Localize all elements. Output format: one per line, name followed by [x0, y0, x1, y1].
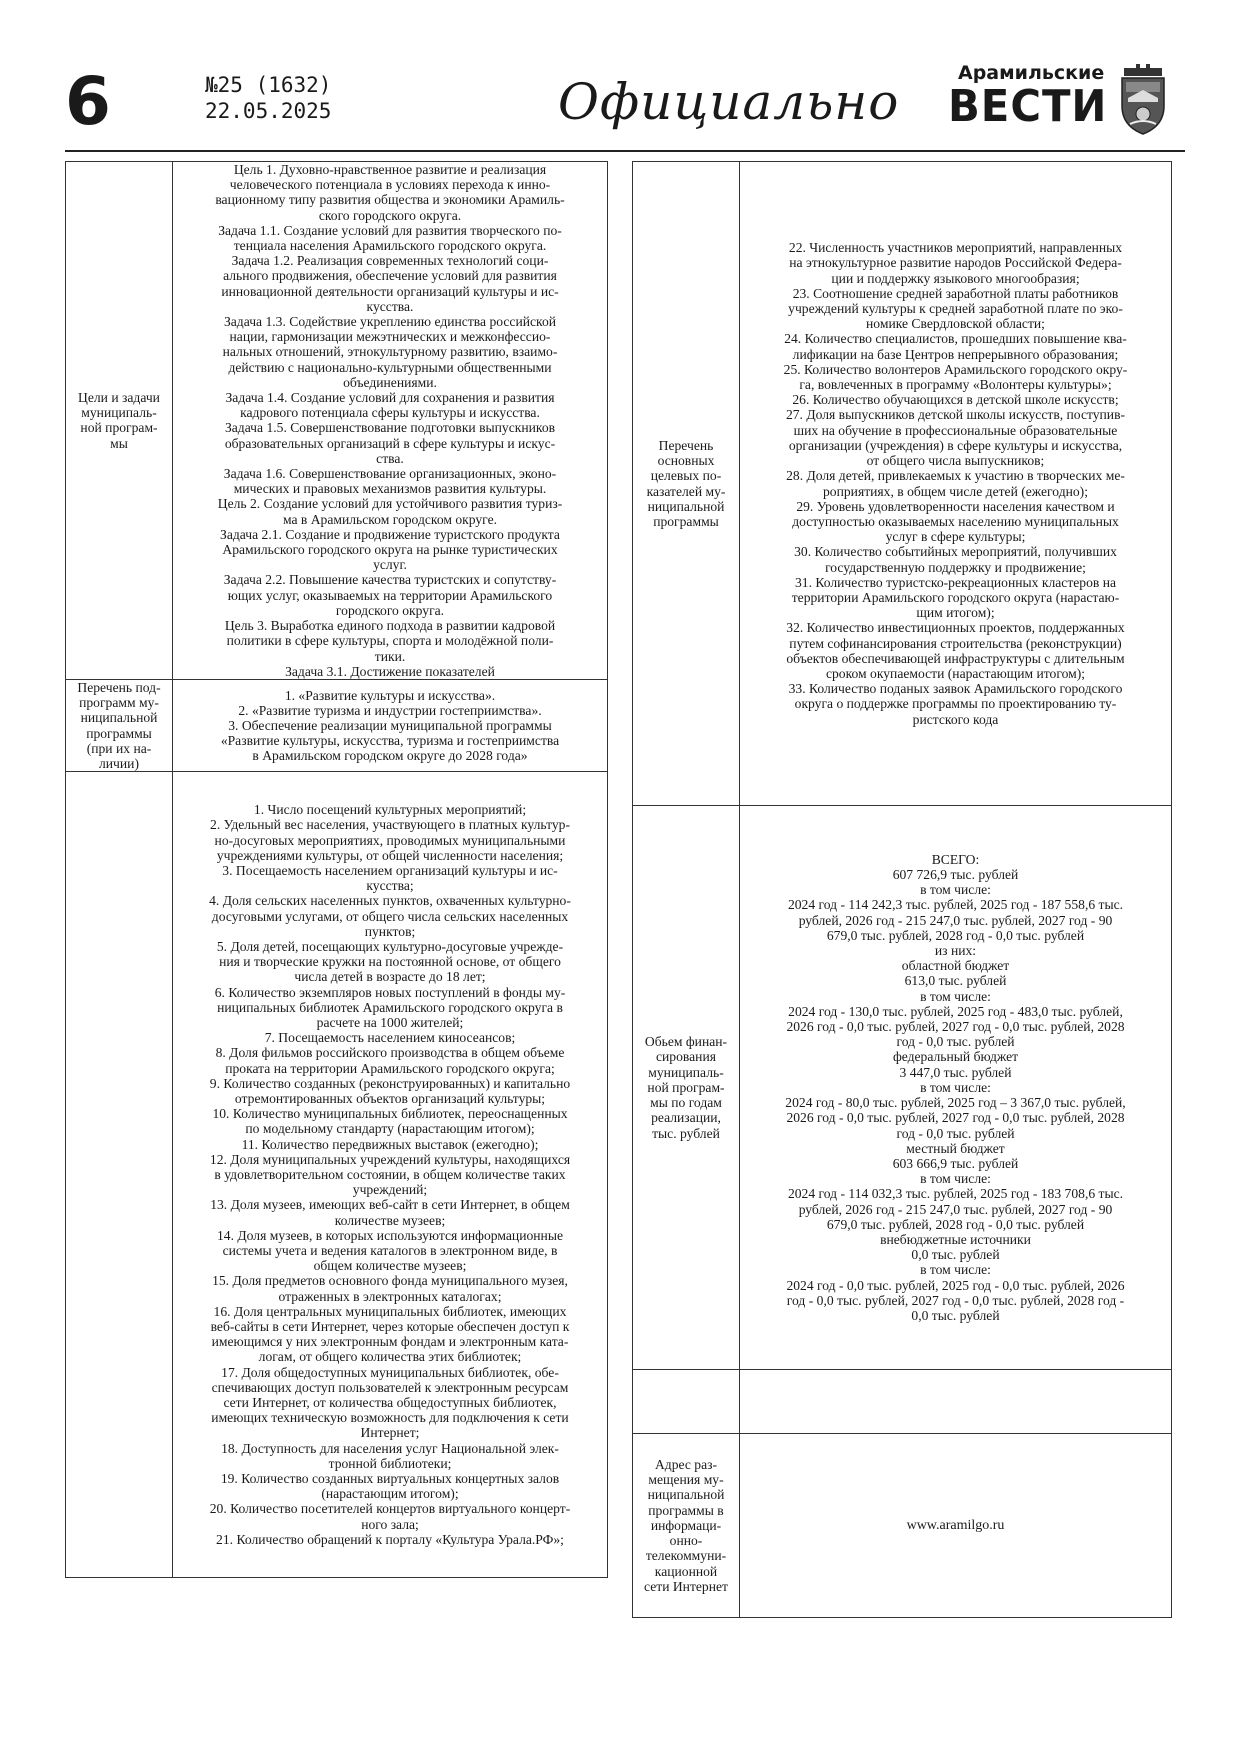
row-value-financing: ВСЕГО: 607 726,9 тыс. рублей в том числе: 2024 год - 114 242,3 тыс. рублей, 2025 год - 187 558,6 тыс. рублей, 2026 год - 215 247,0 тыс. рублей, 2027 год - 90 679,0 тыс. рублей, 2028 год - 0,0 тыс. рублей из них: областной бюджет 613,0 тыс. рублей в том числе: 2024 год - 130,0 тыс. рублей, 2025 год - 483,0 тыс. рублей, 2026 год - 0,0 тыс. рублей, 2027 год - 0,0 тыс. рублей, 2028 год - 0,0 тыс. рублей федеральный бюджет 3 447,0 тыс. рублей в том числе: 2024 год - 80,0 тыс. рублей, 2025 год – 3 367,0 тыс. рублей, 2026 год - 0,0 тыс. рублей, 2027 год - 0,0 тыс. рублей, 2028 год - 0,0 тыс. рублей местный бюджет 603 666,9 тыс. рублей в том числе: 2024 год - 114 032,3 тыс. рублей, 2025 год - 183 708,6 тыс. рублей, 2026 год - 215 247,0 тыс. рублей, 2027 год - 90 679,0 тыс. рублей, 2028 год - 0,0 тыс. рублей внебюджетные источники 0,0 тыс. рублей в том числе: 2024 год - 0,0 тыс. рублей, 2025 год - 0,0 тыс. рублей, 2026 год - 0,0 тыс. рублей, 2027 год - 0,0 тыс. рублей, 2028 год - 0,0 тыс. рублей — [740, 806, 1172, 1370]
logo-main-text: ВЕСТИ — [948, 81, 1108, 132]
table-row — [633, 1370, 1172, 1434]
table-row — [633, 1434, 1172, 1618]
table-row — [633, 806, 1172, 1370]
section-rubric: Официально — [558, 73, 900, 131]
row-value-indicators: 1. Число посещений культурных мероприятий; 2. Удельный вес населения, участвующего в платных культур- но-досуговых мероприятиях, проводимых муниципальными учреждениями культуры, от общей численности населения; 3. Посещаемость населением организаций культуры и ис- кусства; 4. Доля сельских населенных пунктов, охваченных культурно- досуговыми услугами, от общего числа сельских населенных пунктов; 5. Доля детей, посещающих культурно-досуговые учрежде- ния и творческие кружки на постоянной основе, от общего числа детей в возрасте до 18 лет; 6. Количество экземпляров новых поступлений в фонды му- ниципальных библиотек Арамильского городского округа в расчете на 1000 жителей; 7. Посещаемость населением киносеансов; 8. Доля фильмов российского производства в общем объеме проката на территории Арамильского городского округа; 9. Количество созданных (реконструированных) и капитально отремонтированных объектов организаций культуры; 10. Количество муниципальных библиотек, переоснащенных по модельному стандарту (нарастающим итогом); 11. Количество передвижных выставок (ежегодно); 12. Доля муниципальных учреждений культуры, находящихся в удовлетворительном состоянии, в общем количестве таких учреждений; 13. Доля музеев, имеющих веб-сайт в сети Интернет, в общем количестве музеев; 14. Доля музеев, в которых используются информационные системы учета и ведения каталогов в электронном виде, в общем количестве музеев; 15. Доля предметов основного фонда муниципального музея, отраженных в электронных каталогах; 16. Доля центральных муниципальных библиотек, имеющих веб-сайты в сети Интернет, через которые обеспечен доступ к имеющимся у них электронным фондам и электронным ката- логам, от общего количества этих библиотек; 17. Доля общедоступных муниципальных библиотек, обе- спечивающих доступ пользователей к электронным ресурсам сети Интернет, от количества общедоступных библиотек, имеющих техническую возможность для подключения к сети Интернет; 18. Доступность для населения услуг Национальной элек- тронной библиотеки; 19. Количество созданных виртуальных концертных залов (нарастающим итогом); 20. Количество посетителей концертов виртуального концерт- ного зала; 21. Количество обращений к порталу «Культура Урала.РФ»; — [173, 772, 608, 1578]
table-row — [633, 162, 1172, 806]
page-number: 6 — [65, 63, 111, 140]
coat-of-arms-icon — [1118, 62, 1168, 136]
row-label-website: Адрес раз- мещения му- ниципальной программы в информаци- онно- телекоммуни- кационной сети Интернет — [633, 1434, 740, 1618]
row-label-financing: Обьем финан- сирования муниципаль- ной програм- мы по годам реализации, тыс. рублей — [633, 806, 740, 1370]
row-value-subprograms: 1. «Развитие культуры и искусства». 2. «Развитие туризма и индустрии гостеприимства». 3. Обеспечение реализации муниципальной программы «Развитие культуры, искусства, туризма и гостеприимства в Арамильском городском округе до 2028 года» — [173, 679, 608, 771]
issue-number: №25 (1632) — [205, 73, 332, 97]
row-value-empty — [740, 1370, 1172, 1434]
left-passport-table — [65, 161, 608, 1578]
table-row — [66, 772, 608, 1578]
page-header — [65, 62, 1185, 152]
logo-top-text: Арамильские — [958, 62, 1105, 84]
row-label-indicators: Перечень основных целевых по- казателей му- ниципальной программы — [633, 162, 740, 806]
newspaper-logo — [948, 62, 1188, 142]
table-row — [66, 162, 608, 680]
row-value-indicators-continued: 22. Численность участников мероприятий, направленных на этнокультурное развитие народов Российской Федера- ции и поддержку языкового многообразия; 23. Соотношение средней заработной платы работников учреждений культуры к средней заработной плате по эко- номике Свердловской области; 24. Количество специалистов, прошедших повышение ква- лификации на базе Центров непрерывного образования; 25. Количество волонтеров Арамильского городского окру- га, вовлеченных в программу «Волонтеры культуры»; 26. Количество обучающихся в детской школе искусств; 27. Доля выпускников детской школы искусств, поступив- ших на обучение в профессиональные образовательные организации (учреждения) в сфере культуры и искусства, от общего числа выпускников; 28. Доля детей, привлекаемых к участию в творческих ме- роприятиях, в общем числе детей (ежегодно); 29. Уровень удовлетворенности населения качеством и доступностью оказываемых населению муниципальных услуг в сфере культуры; 30. Количество событийных мероприятий, получивших государственную поддержку и продвижение; 31. Количество туристско-рекреационных кластеров на территории Арамильского городского округа (нарастаю- щим итогом); 32. Количество инвестиционных проектов, поддержанных путем софинансирования строительства (реконструкции) объектов обеспечивающей инфраструктуры с длительным сроком окупаемости (нарастающим итогом); 33. Количество поданых заявок Арамильского городского округа о поддержке программы по проектированию ту- ристского кода — [740, 162, 1172, 806]
row-label-subprograms: Перечень под- программ му- ниципальной программы (при их на- личии) — [66, 679, 173, 771]
row-value-goals: Цель 1. Духовно-нравственное развитие и реализация человеческого потенциала в условиях перехода к инно- вационному типу развития общества и экономики Арамиль- ского городского округа. Задача 1.1. Создание условий для развития творческого по- тенциала населения Арамильского городского округа. Задача 1.2. Реализация современных технологий соци- ального продвижения, обеспечение условий для развития инновационной деятельности организаций культуры и ис- кусства. Задача 1.3. Содействие укреплению единства российской нации, гармонизации межэтнических и межконфессио- нальных отношений, этнокультурному развитию, взаимо- действию с национально-культурными общественными объединениями. Задача 1.4. Создание условий для сохранения и развития кадрового потенциала сферы культуры и искусства. Задача 1.5. Совершенствование подготовки выпускников образовательных организаций в сфере культуры и искус- ства. Задача 1.6. Совершенствование организационных, эконо- мических и правовых механизмов развития культуры. Цель 2. Создание условий для устойчивого развития туриз- ма в Арамильском городском округе. Задача 2.1. Создание и продвижение туристского продукта Арамильского городского округа на рынке туристических услуг. Задача 2.2. Повышение качества туристских и сопутству- ющих услуг, оказываемых на территории Арамильского городского округа. Цель 3. Выработка единого подхода в развитии кадровой политики в сфере культуры, спорта и молодёжной поли- тики. Задача 3.1. Достижение показателей — [173, 162, 608, 680]
issue-info — [205, 72, 331, 124]
row-label-goals: Цели и задачи муниципаль- ной програм- мы — [66, 162, 173, 680]
right-passport-table — [632, 161, 1172, 1618]
issue-date: 22.05.2025 — [205, 99, 332, 123]
table-row — [66, 679, 608, 771]
program-website-link[interactable]: www.aramilgo.ru — [740, 1434, 1172, 1618]
row-label-continued — [66, 772, 173, 1578]
row-label-empty — [633, 1370, 740, 1434]
